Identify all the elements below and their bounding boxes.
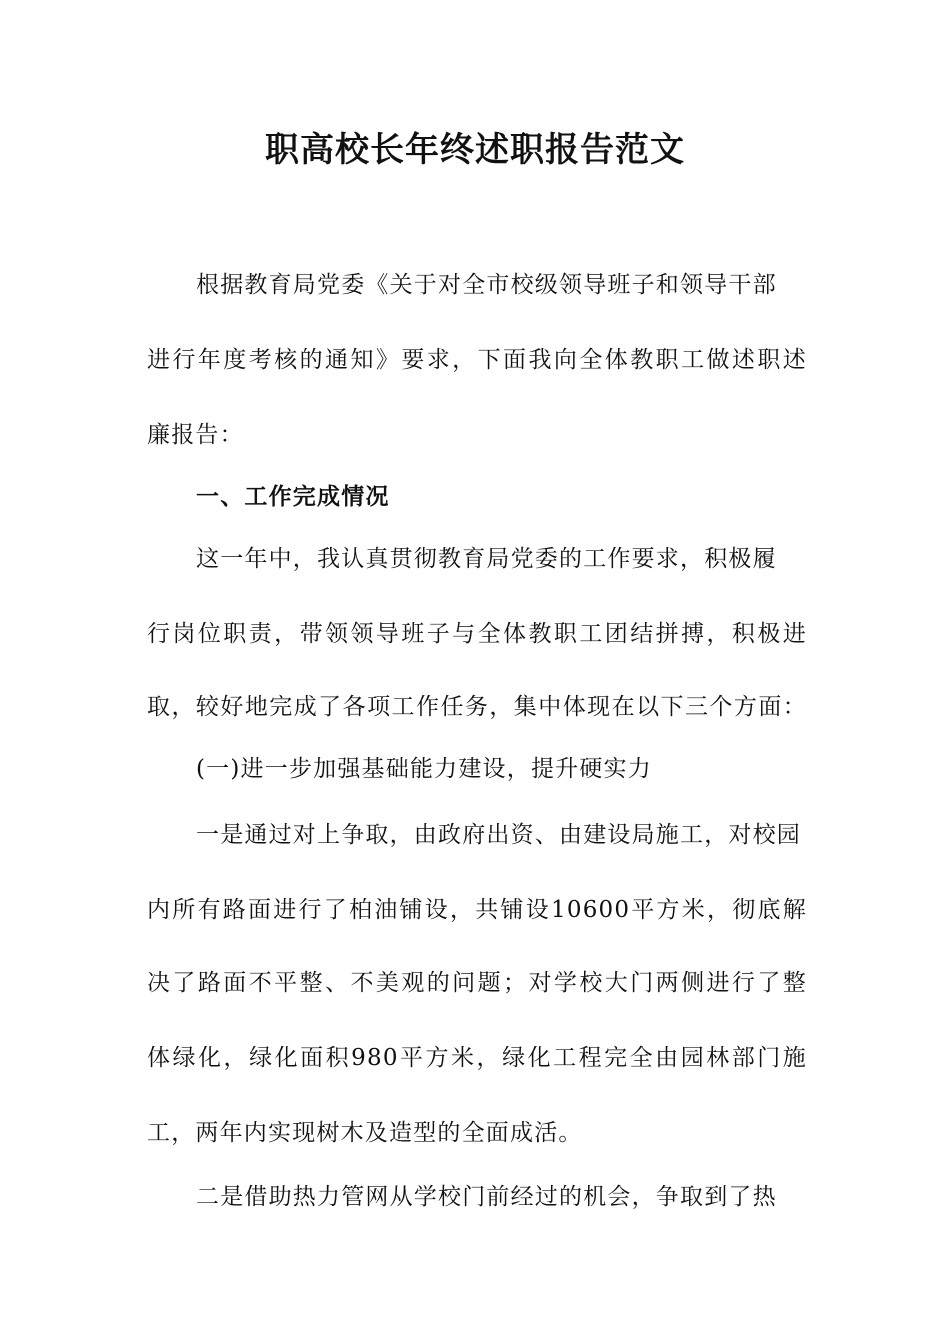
paragraph-line: 根据教育局党委《关于对全市校级领导班子和领导干部 <box>196 272 777 298</box>
paragraph-line: 行岗位职责，带领领导班子与全体教职工团结拼搏，积极进 <box>147 621 807 647</box>
paragraph-line: 工，两年内实现树木及造型的全面成活。 <box>147 1120 583 1146</box>
paragraph-line: 决了路面不平整、不美观的问题；对学校大门两侧进行了整 <box>147 970 807 996</box>
paragraph-line: 这一年中，我认真贯彻教育局党委的工作要求，积极履 <box>196 546 777 572</box>
paragraph-line: 廉报告： <box>147 422 244 448</box>
paragraph-line: 取，较好地完成了各项工作任务，集中体现在以下三个方面： <box>147 694 807 720</box>
paragraph-line: 内所有路面进行了柏油铺设，共铺设10600平方米，彻底解 <box>147 897 807 923</box>
document-title: 职高校长年终述职报告范文 <box>265 130 685 170</box>
subsection-heading: (一)进一步加强基础能力建设，提升硬实力 <box>196 756 652 782</box>
paragraph-line: 体绿化，绿化面积980平方米，绿化工程完全由园林部门施 <box>147 1045 807 1071</box>
paragraph-line: 一是通过对上争取，由政府出资、由建设局施工，对校园 <box>196 822 801 848</box>
paragraph-line: 进行年度考核的通知》要求，下面我向全体教职工做述职述 <box>147 347 807 373</box>
section-heading: 一、工作完成情况 <box>196 483 390 510</box>
paragraph-line: 二是借助热力管网从学校门前经过的机会，争取到了热 <box>196 1184 777 1210</box>
